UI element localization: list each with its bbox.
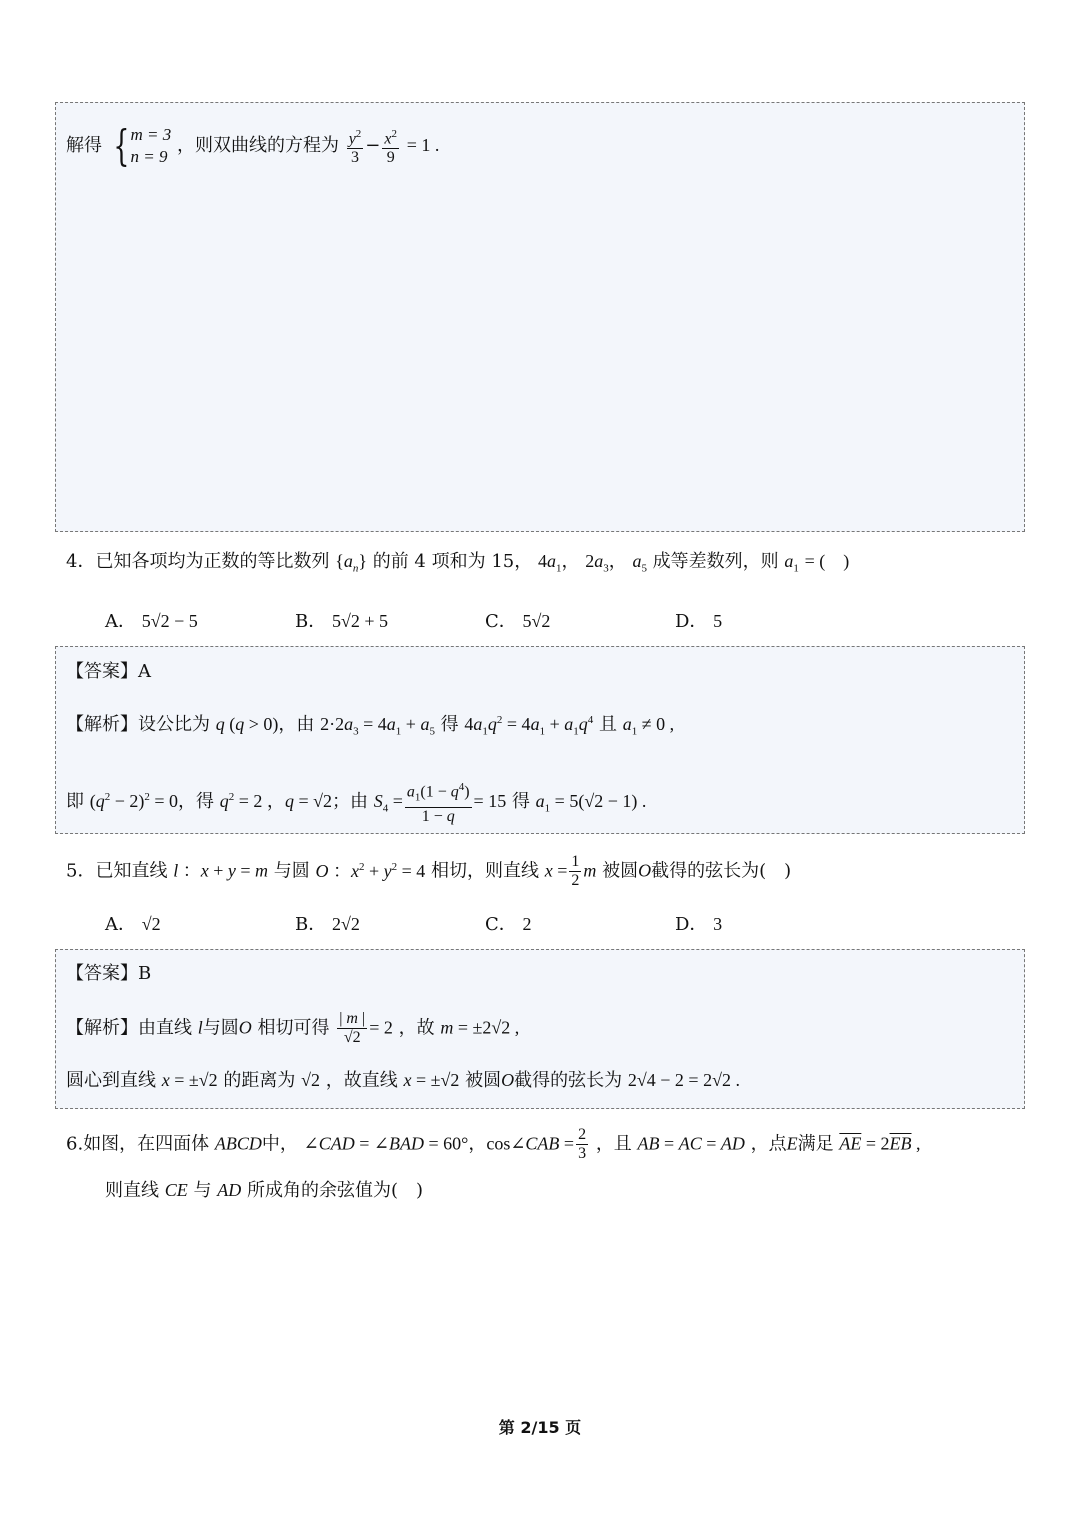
question-6-line1: 6.如图，在四面体 ABCD中， ∠CAD = ∠BAD = 60°，cos∠CAB = $\frac{2}{3}$ ，且 AB = AC = AD ，点E满足 $\overline{AE} = 2\overline{EB}$ , [66, 1126, 921, 1162]
option-a: A． √2 [105, 914, 161, 935]
page-footer: 第 2/15 页 [498, 1418, 582, 1437]
option-a: A． 5√2 − 5 [105, 611, 198, 632]
analysis-5-line2: 圆心到直线 x = ±√2 的距离为 √2 ，故直线 x = ±√2 被圆O截得的弦长为 2√4 − 2 = 2√2 . [66, 1070, 740, 1091]
analysis-4-line2: 即 $(q^2 - 2)^2 = 0$，得 $q^2 = 2$ ，q = √2；由 $S_4$ = $\frac{a_1(1 - q^4)}{1 - q}$ = 15 得 $a_1 = 5(√2 - 1)$ . [66, 778, 646, 826]
case-m: m = 3 [130, 125, 172, 144]
question-4: 4．已知各项均为正数的等比数列 $\{a_n\}$ 的前 4 项和为 15， $4a_1$， $2a_3$， $a_5$ 成等差数列，则 $a_1$ = ( ) [66, 551, 850, 575]
answer-4: 【答案】A [66, 661, 151, 682]
option-c: C． 5√2 [485, 611, 551, 632]
option-b: B． 5√2 + 5 [295, 611, 388, 632]
option-c: C． 2 [485, 914, 532, 935]
case-n: n = 9 [130, 147, 168, 166]
solution-line: 解得 {m = 3 n = 9 ，则双曲线的方程为 $\frac{y^2}{3}$ − $\frac{x^2}{9}$ = 1 . [66, 121, 440, 170]
analysis-4-line1: 【解析】设公比为 q (q > 0)，由 $2\cdot 2a_3 = 4a_1 + a_5$ 得 $4a_1q^2 = 4a_1 + a_1q^4$ 且 $a_1 \ne 0$ , [66, 714, 675, 738]
analysis-5-line1: 【解析】由直线 l与圆O 相切可得 $\frac{| m |}{√2}$ = 2 ，故 m = ±2√2 , [66, 1010, 520, 1046]
option-b: B． 2√2 [295, 914, 360, 935]
question-5: 5．已知直线 l ：x + y = m 与圆 O ：$x^2 + y^2 = 4$ 相切，则直线 x = $\frac{1}{2}$ m 被圆O截得的弦长为( ) [66, 853, 792, 889]
option-d: D． 3 [675, 914, 723, 935]
question-6-line2: 则直线 CE 与 AD 所成角的余弦值为( ) [105, 1180, 423, 1201]
option-d: D． 5 [675, 611, 723, 632]
answer-5: 【答案】B [66, 963, 152, 984]
